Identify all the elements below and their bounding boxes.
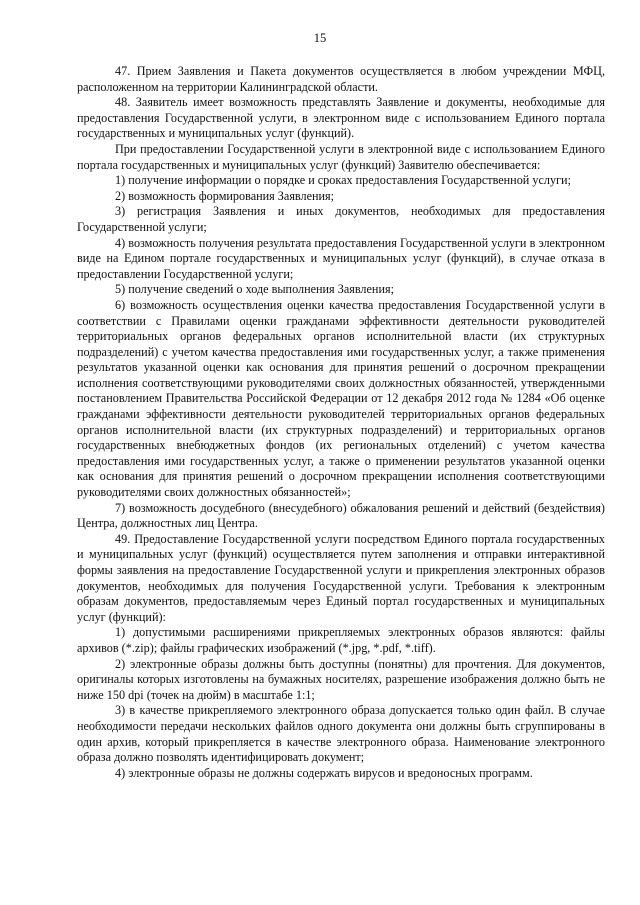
page-number: 15 bbox=[313, 31, 327, 45]
list-item-7: 7) возможность досудебного (внесудебного) обжалования решений и действий (бездействия) Центра, должностных лиц Центра. bbox=[77, 500, 605, 531]
list-item-5: 5) получение сведений о ходе выполнения Заявления; bbox=[115, 282, 394, 297]
document-body bbox=[77, 64, 605, 781]
list-item-3: 3) регистрация Заявления и иных документов, необходимых для предоставления Государственной услуги; bbox=[77, 204, 605, 234]
requirement-item-3: 3) в качестве прикрепляемого электронного образа допускается только один файл. В случае необходимости передачи нескольких файлов одного документа они должны быть сгруппированы в один архив, который прикрепляется в качестве электронного образа. Наименование электронного образа должно позволять идентифицировать документ; bbox=[77, 703, 605, 765]
list-item-4: 4) возможность получения результата предоставления Государственной услуги в электронном виде на Едином портале государственных и муниципальных услуг (функций), в случае отказа в предоставлении Государственной услуги; bbox=[77, 235, 605, 281]
requirement-item-1: 1) допустимыми расширениями прикрепляемых электронных образов являются: файлы архивов (*.zip); файлы графических изображений (*.jpg, *.pdf, *.tiff). bbox=[77, 625, 605, 655]
paragraph-48: 48. Заявитель имеет возможность представлять Заявление и документы, необходимые для предоставления Государственной услуги, в электронном виде с использованием Единого портала государственных и муниципальных услуг (функций). bbox=[77, 95, 605, 141]
list-item-1: 1) получение информации о порядке и сроках предоставления Государственной услуги; bbox=[115, 173, 571, 188]
paragraph-49: 49. Предоставление Государственной услуги посредством Единого портала государственных и муниципальных услуг (функций) осуществляется путем заполнения и отправки интерактивной формы заявления на предоставление Государственной услуги и прикрепления электронных образов документов, необходимых для получения Государственной услуги. Требования к электронным образам документов, предоставляемым через Единый портал государственных и муниципальных услуг (функций): bbox=[77, 531, 605, 624]
list-item-6: 6) возможность осуществления оценки качества предоставления Государственной услуги в соответствии с Правилами оценки гражданами эффективности деятельности руководителей территориальных органов федеральных органов исполнительной власти (их структурных подразделений) с учетом качества предоставления ими государственных услуг, а также применения результатов указанной оценки как основания для принятия решений о досрочном прекращении исполнения соответствующими руководителями своих должностных обязанностей, утвержденными постановлением Правительства Российской Федерации от 12 декабря 2012 года № 1284 «Об оценке гражданами эффективности деятельности руководителей территориальных органов федеральных органов исполнительной власти (их структурных подразделений) и территориальных органов государственных внебюджетных фондов (их региональных отделений) с учетом качества предоставления ими государственных услуг, а также о применении результатов указанной оценки как основания для принятия решений о досрочном прекращении исполнения соответствующими руководителями своих должностных обязанностей»; bbox=[77, 297, 605, 500]
requirement-item-2: 2) электронные образы должны быть доступны (понятны) для прочтения. Для документов, оригиналы которых изготовлены на бумажных носителях, разрешение изображения должно быть не ниже 150 dpi (точек на дюйм) в масштабе 1:1; bbox=[77, 656, 605, 702]
paragraph-epgu-intro: При предоставлении Государственной услуги в электронной виде с использованием Единого портала государственных и муниципальных услуг (функций) Заявителю обеспечивается: bbox=[77, 141, 605, 172]
requirement-item-4: 4) электронные образы не должны содержать вирусов и вредоносных программ. bbox=[115, 765, 533, 780]
list-item-2: 2) возможность формирования Заявления; bbox=[115, 188, 335, 203]
paragraph-47: 47. Прием Заявления и Пакета документов осуществляется в любом учреждении МФЦ, расположенном на территории Калининградской области. bbox=[77, 64, 605, 94]
